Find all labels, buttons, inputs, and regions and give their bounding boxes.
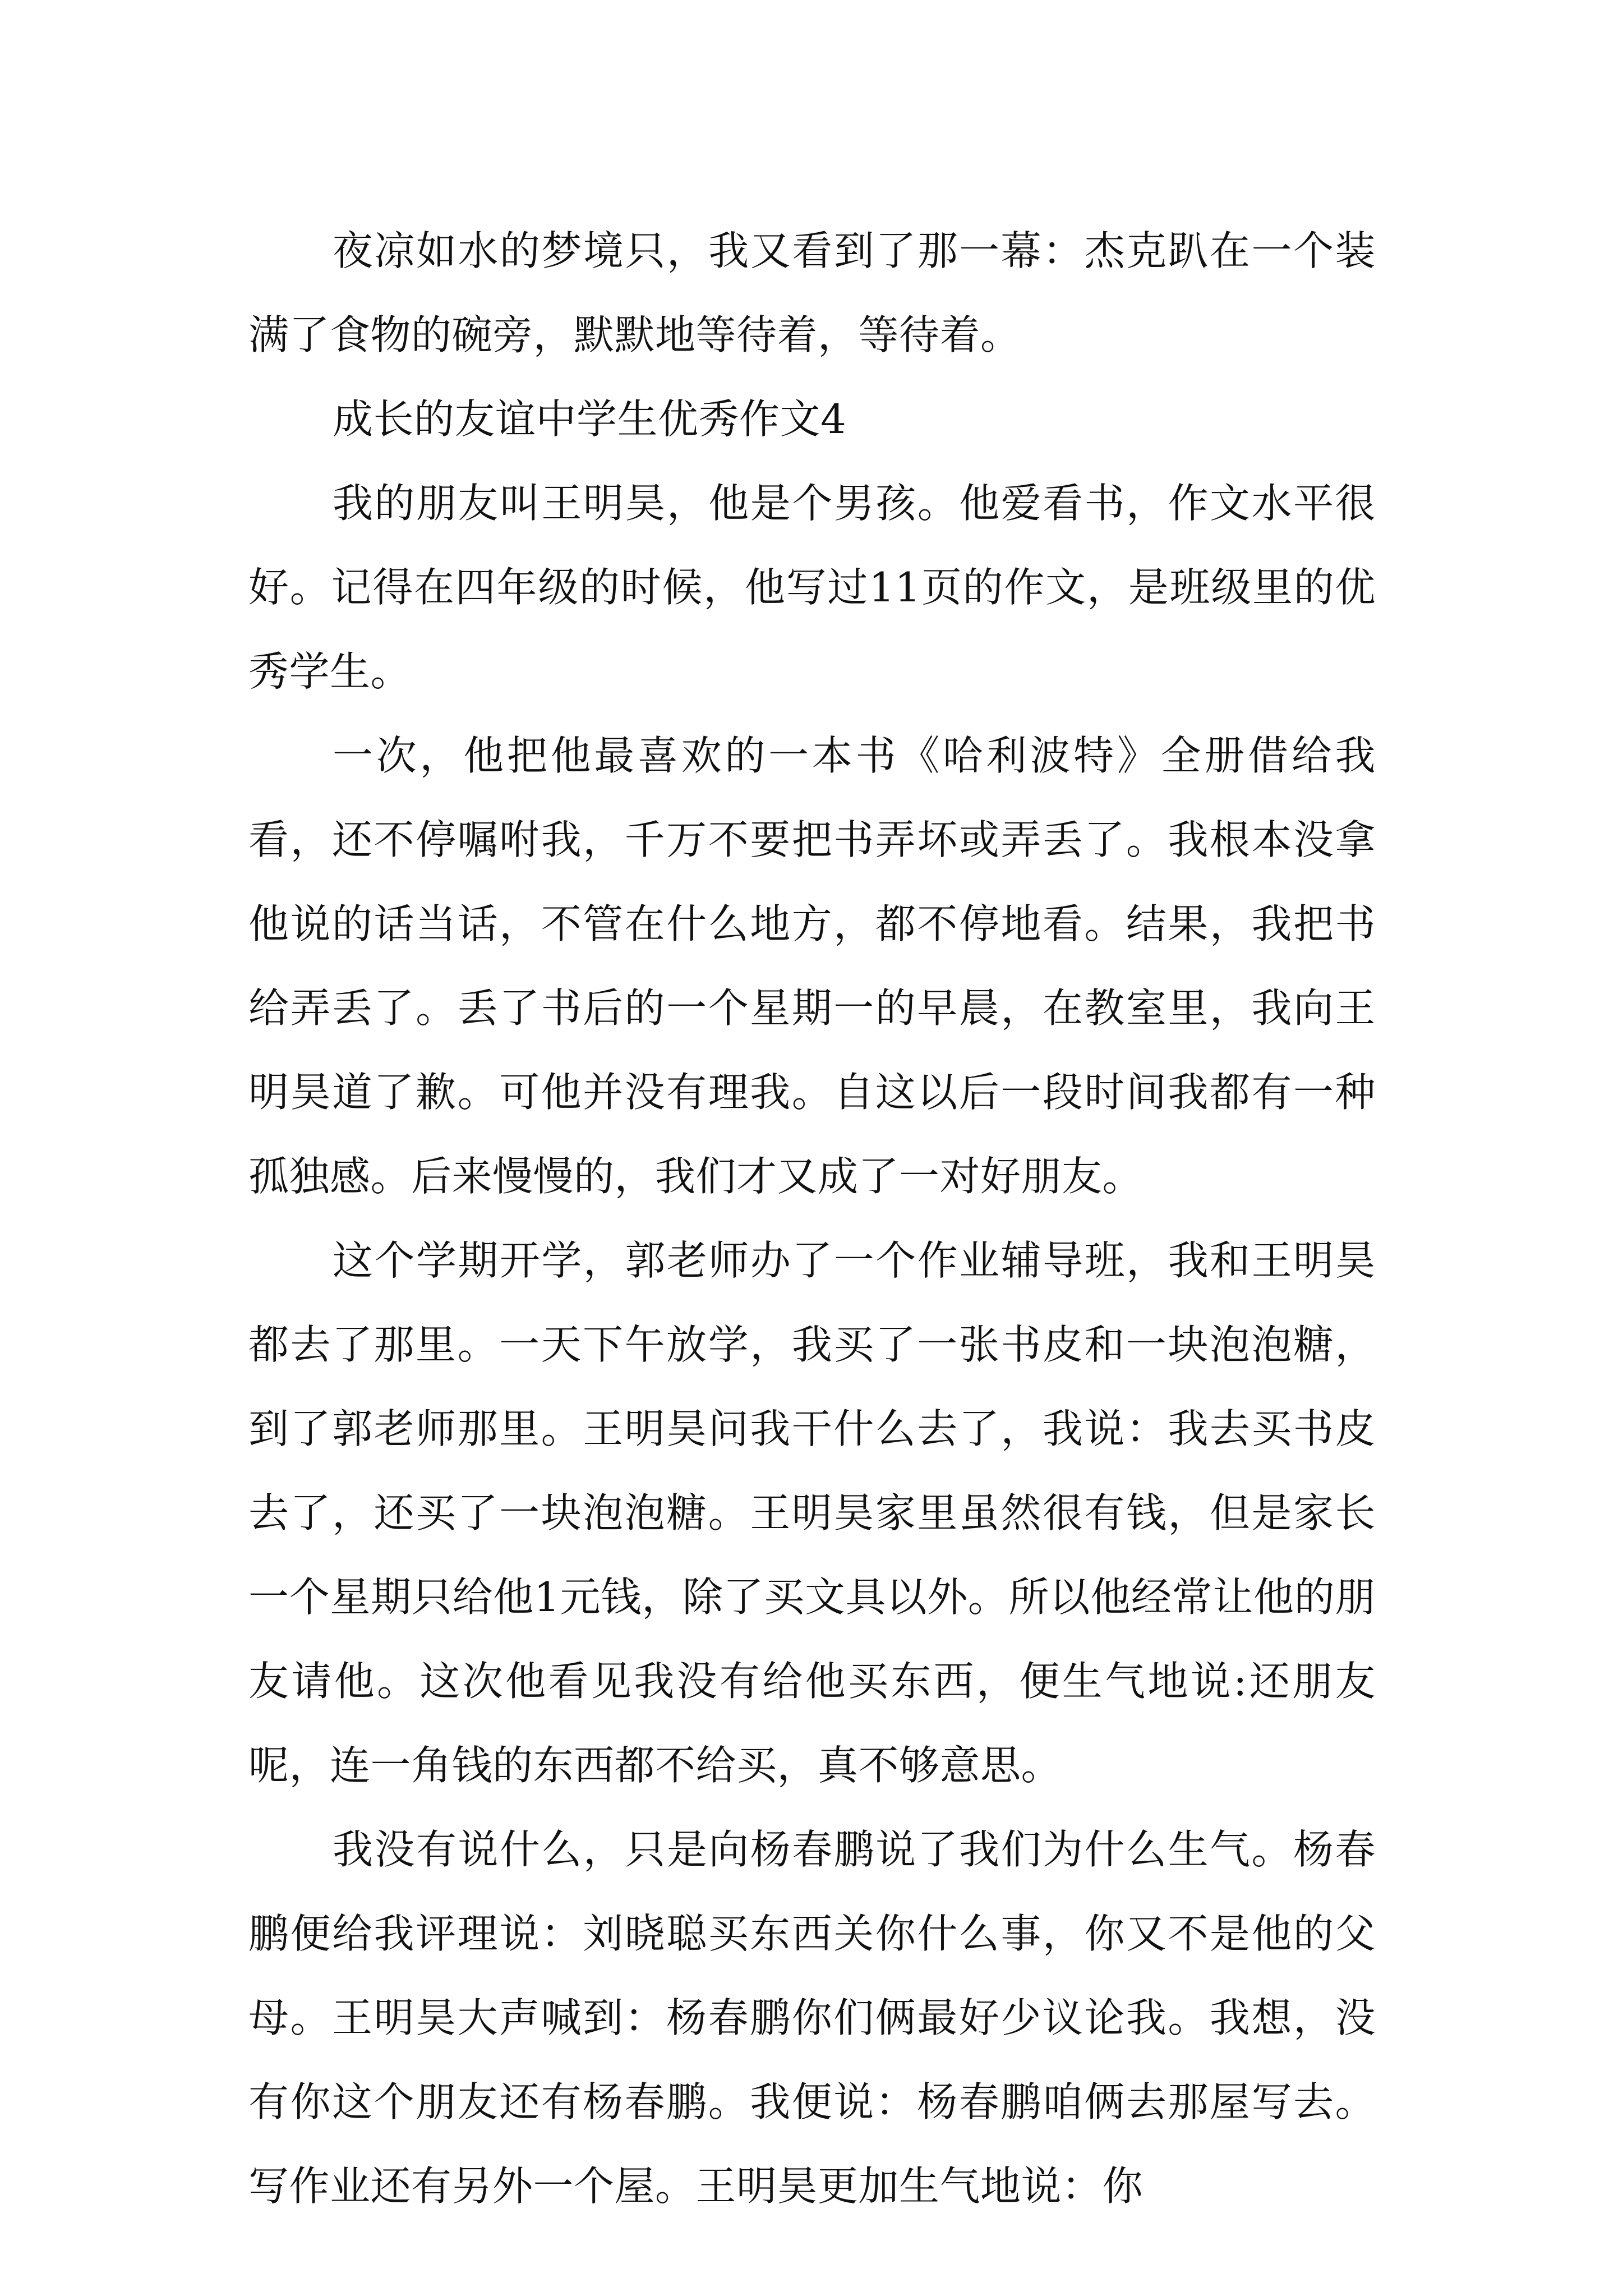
paragraph-3: 一次，他把他最喜欢的一本书《哈利波特》全册借给我看，还不停嘱咐我，千万不要把书弄坏或弄丢了。我根本没拿他说的话当话，不管在什么地方，都不停地看。结果，我把书给弄丢了。丢了书后的一个星期一的早晨，在教室里，我向王明昊道了歉。可他并没有理我。自这以后一段时间我都有一种孤独感。后来慢慢的，我们才又成了一对好朋友。 — [248, 732, 1376, 1200]
document-body — [248, 209, 1376, 2228]
paragraph-1: 夜凉如水的梦境只，我又看到了那一幕：杰克趴在一个装满了食物的碗旁，默默地等待着，等待着。 — [248, 227, 1376, 358]
paragraph-2: 我的朋友叫王明昊，他是个男孩。他爱看书，作文水平很好。记得在四年级的时候，他写过11页的作文，是班级里的优秀学生。 — [248, 480, 1376, 695]
paragraph-4: 这个学期开学，郭老师办了一个作业辅导班，我和王明昊都去了那里。一天下午放学，我买了一张书皮和一块泡泡糖，到了郭老师那里。王明昊问我干什么去了，我说：我去买书皮去了，还买了一块泡泡糖。王明昊家里虽然很有钱，但是家长一个星期只给他1元钱，除了买文具以外。所以他经常让他的朋友请他。这次他看见我没有给他买东西，便生气地说:还朋友呢，连一角钱的东西都不给买，真不够意思。 — [248, 1237, 1376, 1789]
paragraph-5: 我没有说什么，只是向杨春鹏说了我们为什么生气。杨春鹏便给我评理说：刘晓聪买东西关你什么事，你又不是他的父母。王明昊大声喊到：杨春鹏你们俩最好少议论我。我想，没有你这个朋友还有杨春鹏。我便说：杨春鹏咱俩去那屋写去。写作业还有另外一个屋。王明昊更加生气地说：你 — [248, 1826, 1376, 2210]
essay-title: 成长的友谊中学生优秀作文4 — [333, 395, 847, 443]
